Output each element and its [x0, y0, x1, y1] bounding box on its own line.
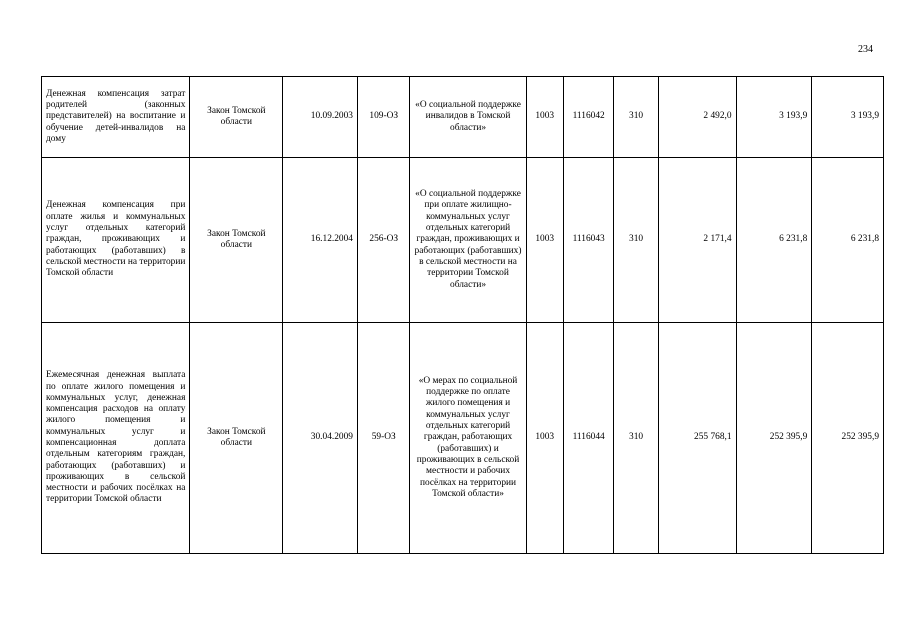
law-number: 256-ОЗ [357, 158, 409, 323]
row-name: Ежемесячная денежная выплата по оплате жилого помещения и коммунальных услуг, денежная компенсация расходов на оплату жилого помещения и коммунальных услуг и компенсационная доплата отдельным категориям граждан, работающих (работавших) и проживающих в сельской местности и рабочих посёлках на территории Томской области [42, 323, 190, 554]
page-number: 234 [858, 44, 873, 55]
law-title: «О мерах по социальной поддержке по оплате жилого помещения и коммунальных услуг отдельных категорий граждан, работающих (работавших) и проживающих в сельской местности и рабочих посёлках на территории Томской области» [410, 323, 526, 554]
target-article-code: 1116044 [563, 323, 613, 554]
table-row [42, 158, 884, 323]
amount-3: 252 395,9 [812, 323, 884, 554]
table-row [42, 323, 884, 554]
section-code: 1003 [526, 158, 563, 323]
table-row [42, 77, 884, 158]
amount-2: 3 193,9 [736, 77, 812, 158]
target-article-code: 1116043 [563, 158, 613, 323]
law-number: 59-ОЗ [357, 323, 409, 554]
law-title: «О социальной поддержке инвалидов в Томской области» [410, 77, 526, 158]
section-code: 1003 [526, 77, 563, 158]
law-date: 30.04.2009 [283, 323, 358, 554]
row-name: Денежная компенсация затрат родителей (законных представителей) на воспитание и обучение детей-инвалидов на дому [42, 77, 190, 158]
amount-2: 6 231,8 [736, 158, 812, 323]
section-code: 1003 [526, 323, 563, 554]
amount-1: 255 768,1 [658, 323, 736, 554]
law-type: Закон Томской области [190, 323, 283, 554]
amount-1: 2 492,0 [658, 77, 736, 158]
law-date: 16.12.2004 [283, 158, 358, 323]
target-article-code: 1116042 [563, 77, 613, 158]
law-type: Закон Томской области [190, 158, 283, 323]
budget-table [41, 76, 884, 554]
amount-2: 252 395,9 [736, 323, 812, 554]
amount-1: 2 171,4 [658, 158, 736, 323]
expense-type-code: 310 [614, 323, 658, 554]
law-type: Закон Томской области [190, 77, 283, 158]
amount-3: 6 231,8 [812, 158, 884, 323]
row-name: Денежная компенсация при оплате жилья и коммунальных услуг отдельных категорий граждан, проживающих и работающих (работавших) в сельской местности на территории Томской области [42, 158, 190, 323]
expense-type-code: 310 [614, 158, 658, 323]
law-title: «О социальной поддержке при оплате жилищно-коммунальных услуг отдельных категорий граждан, проживающих и работающих (работавших) в сельской местности на территории Томской области» [410, 158, 526, 323]
expense-type-code: 310 [614, 77, 658, 158]
law-date: 10.09.2003 [283, 77, 358, 158]
law-number: 109-ОЗ [357, 77, 409, 158]
amount-3: 3 193,9 [812, 77, 884, 158]
